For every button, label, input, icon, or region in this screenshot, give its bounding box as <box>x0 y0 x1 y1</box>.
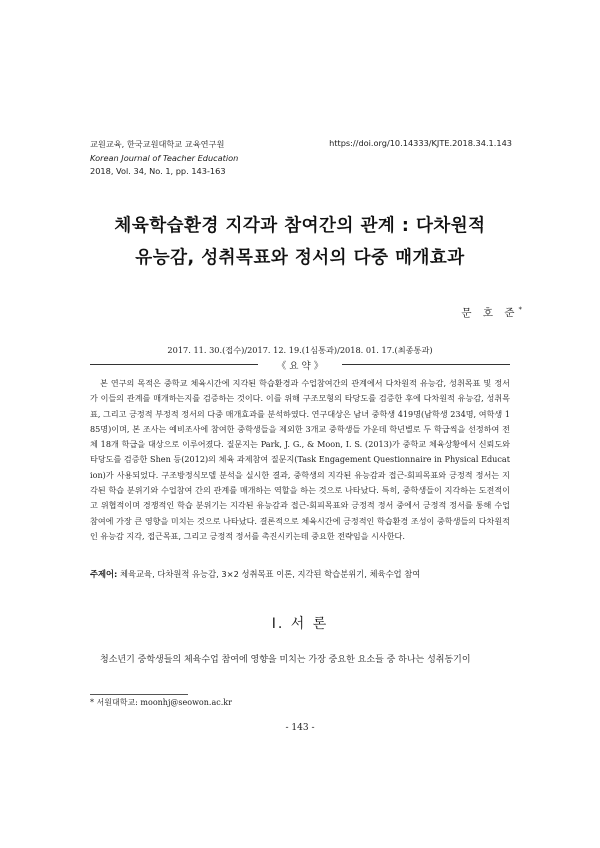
citation: 2018, Vol. 34, No. 1, pp. 143-163 <box>90 166 226 176</box>
abstract-heading <box>90 358 510 372</box>
abstract-rule-right <box>342 364 510 365</box>
page-number: - 143 - <box>285 723 315 733</box>
abstract-heading-label: 《 요 약 》 <box>276 361 324 372</box>
journal-name-en: Korean Journal of Teacher Education <box>90 152 239 163</box>
paper-title <box>60 210 540 274</box>
body-paragraph: 청소년기 중학생들의 체육수업 참여에 영향을 미치는 가장 중요한 요소들 중 하나는 성취동기이 <box>100 655 471 665</box>
keywords-text: 체육교육, 다차원적 유능감, 3×2 성취목표 이론, 지각된 학습분위기, 체육수업 참여 <box>120 569 421 579</box>
title-line-2: 유능감, 성취목표와 정서의 다중 매개효과 <box>135 248 465 268</box>
footnote-rule <box>90 694 188 695</box>
author <box>461 305 522 320</box>
section-heading: Ⅰ. 서 론 <box>271 616 329 632</box>
journal-header <box>90 138 238 179</box>
author-footnote: * 서원대학교: moonhj@seowon.ac.kr <box>90 698 232 707</box>
keywords <box>90 568 510 580</box>
keywords-label: 주제어: <box>90 569 118 579</box>
publisher: 교원교육, 한국교원대학교 교육연구원 <box>90 139 225 149</box>
submission-dates: 2017. 11. 30.(접수)/2017. 12. 19.(1심통과)/2018. 01. 17.(최종통과) <box>167 345 433 355</box>
author-footnote-mark: * <box>518 305 522 314</box>
author-name: 문 호 준 <box>461 307 519 319</box>
title-line-1: 체육학습환경 지각과 참여간의 관계 : 다차원적 <box>114 216 486 236</box>
doi-link[interactable]: https://doi.org/10.14333/KJTE.2018.34.1.143 <box>329 138 512 148</box>
abstract-text: 본 연구의 목적은 중학교 체육시간에 지각된 학습환경과 수업참여간의 관계에서 다차원적 유능감, 성취목표 및 정서가 이들의 관계를 매개하는지를 검증하는 것이다. 이를 위해 구조모형의 타당도를 검증한 후에 다차원적 유능감, 성취목표, 그리고 긍정적 부정적 정서의 다중 매개효과를 분석하였다. 연구대상은 남녀 중학생 419명(남학생 234명, 여학생 185명)이며, 본 조사는 예비조사에 참여한 중학생들을 제외한 3개교 중학생들 가운데 학년별로 두 학급씩을 선정하여 전체 18개 학급을 대상으로 이루어졌다. 질문지는 Park, J. G., & Moon, I. S. (2013)가 중학교 체육상황에서 신뢰도와 타당도를 검증한 Shen 등(2012)의 체육 과제참여 질문지(Task Engagement Questionnaire in Physical Education)가 사용되었다. 구조방정식모델 분석을 실시한 결과, 중학생의 지각된 유능감과 접근-회피목표와 긍정적 정서는 지각된 학습 분위기와 수업참여 간의 관계를 매개하는 역할을 하는 것으로 나타났다. 특히, 중학생들이 지각하는 도전적이고 위협적이며 경쟁적인 학습 분위기는 지각된 유능감과 접근-회피목표와 긍정적 정서 중에서 긍정적 정서를 통해 수업참여에 가장 큰 영향을 미치는 것으로 나타났다. 결론적으로 체육시간에 긍정적인 학습환경 조성이 중학생들의 다차원적인 유능감 지각, 접근목표, 그리고 긍정적 정서를 촉진시키는데 중요한 전략임을 시사한다. <box>90 378 510 541</box>
